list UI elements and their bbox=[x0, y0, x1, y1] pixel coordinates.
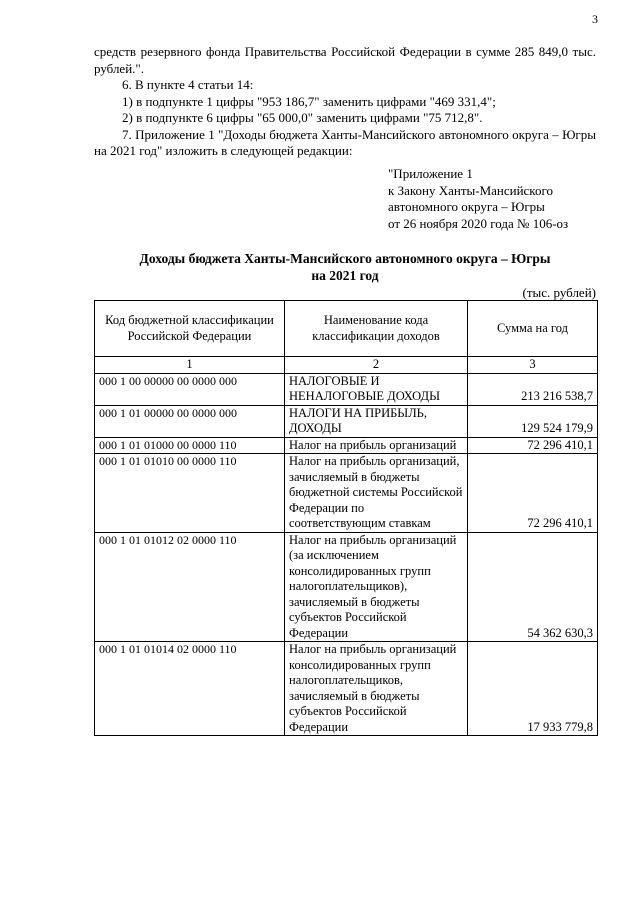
row-amount: 213 216 538,7 bbox=[468, 373, 598, 405]
column-number-row bbox=[95, 357, 598, 374]
row-amount: 72 296 410,1 bbox=[468, 454, 598, 533]
row-code: 000 1 00 00000 00 0000 000 bbox=[95, 373, 285, 405]
document-title bbox=[94, 250, 596, 284]
column-number: 1 bbox=[95, 357, 285, 374]
revenue-table bbox=[94, 300, 598, 736]
intro-line-5: 7. Приложение 1 "Доходы бюджета Ханты-Мансийского автономного округа – Югры на 2021 год" изложить в следующей редакции: bbox=[94, 126, 596, 158]
row-name: Налог на прибыль организаций bbox=[285, 437, 468, 454]
row-amount: 72 296 410,1 bbox=[468, 437, 598, 454]
row-name: НАЛОГОВЫЕ И НЕНАЛОГОВЫЕ ДОХОДЫ bbox=[285, 373, 468, 405]
table-row bbox=[95, 373, 598, 405]
column-number: 3 bbox=[468, 357, 598, 374]
row-amount: 54 362 630,3 bbox=[468, 532, 598, 642]
row-code: 000 1 01 01010 00 0000 110 bbox=[95, 454, 285, 533]
intro-line-2: 6. В пункте 4 статьи 14: bbox=[122, 77, 254, 92]
header-code: Код бюджетной классификации Российской Федерации bbox=[95, 301, 285, 357]
table-row bbox=[95, 437, 598, 454]
table-row bbox=[95, 532, 598, 642]
annex-line-3: автономного округа – Югры bbox=[388, 199, 545, 214]
table-row bbox=[95, 405, 598, 437]
intro-line-3: 1) в подпункте 1 цифры "953 186,7" заменить цифрами "469 331,4"; bbox=[122, 93, 496, 109]
row-name: НАЛОГИ НА ПРИБЫЛЬ, ДОХОДЫ bbox=[285, 405, 468, 437]
title-line-1: Доходы бюджета Ханты-Мансийского автономного округа – Югры bbox=[139, 251, 551, 266]
annex-line-4: от 26 ноября 2020 года № 106-оз bbox=[388, 215, 569, 231]
title-line-2: на 2021 год bbox=[311, 268, 379, 283]
row-amount: 17 933 779,8 bbox=[468, 642, 598, 736]
table-row bbox=[95, 642, 598, 736]
page-number: 3 bbox=[592, 12, 598, 26]
column-number: 2 bbox=[285, 357, 468, 374]
row-code: 000 1 01 01014 02 0000 110 bbox=[95, 642, 285, 736]
header-name: Наименование кода классификации доходов bbox=[285, 301, 468, 357]
row-code: 000 1 01 01012 02 0000 110 bbox=[95, 532, 285, 642]
row-name: Налог на прибыль организаций консолидированных групп налогоплательщиков, зачисляемый в бюджеты субъектов Российской Федерации bbox=[285, 642, 468, 736]
row-name: Налог на прибыль организаций (за исключением консолидированных групп налогоплательщиков), зачисляемый в бюджеты субъектов Российской Федерации bbox=[285, 532, 468, 642]
row-name: Налог на прибыль организаций, зачисляемый в бюджеты бюджетной системы Российской Федерации по соответствующим ставкам bbox=[285, 454, 468, 533]
row-code: 000 1 01 01000 00 0000 110 bbox=[95, 437, 285, 454]
annex-line-1: "Приложение 1 bbox=[388, 166, 473, 181]
annex-reference bbox=[388, 166, 568, 232]
row-amount: 129 524 179,9 bbox=[468, 405, 598, 437]
table-header-row bbox=[95, 301, 598, 357]
header-amount: Сумма на год bbox=[468, 301, 598, 357]
intro-text bbox=[94, 44, 596, 160]
annex-line-2: к Закону Ханты-Мансийского bbox=[388, 182, 553, 198]
row-code: 000 1 01 00000 00 0000 000 bbox=[95, 405, 285, 437]
units-label: (тыс. рублей) bbox=[522, 285, 596, 300]
intro-line-4: 2) в подпункте 6 цифры "65 000,0" заменить цифрами "75 712,8". bbox=[122, 110, 483, 125]
table-row bbox=[95, 454, 598, 533]
intro-line-1: средств резервного фонда Правительства Российской Федерации в сумме 285 849,0 тыс. рублей.". bbox=[94, 44, 596, 76]
